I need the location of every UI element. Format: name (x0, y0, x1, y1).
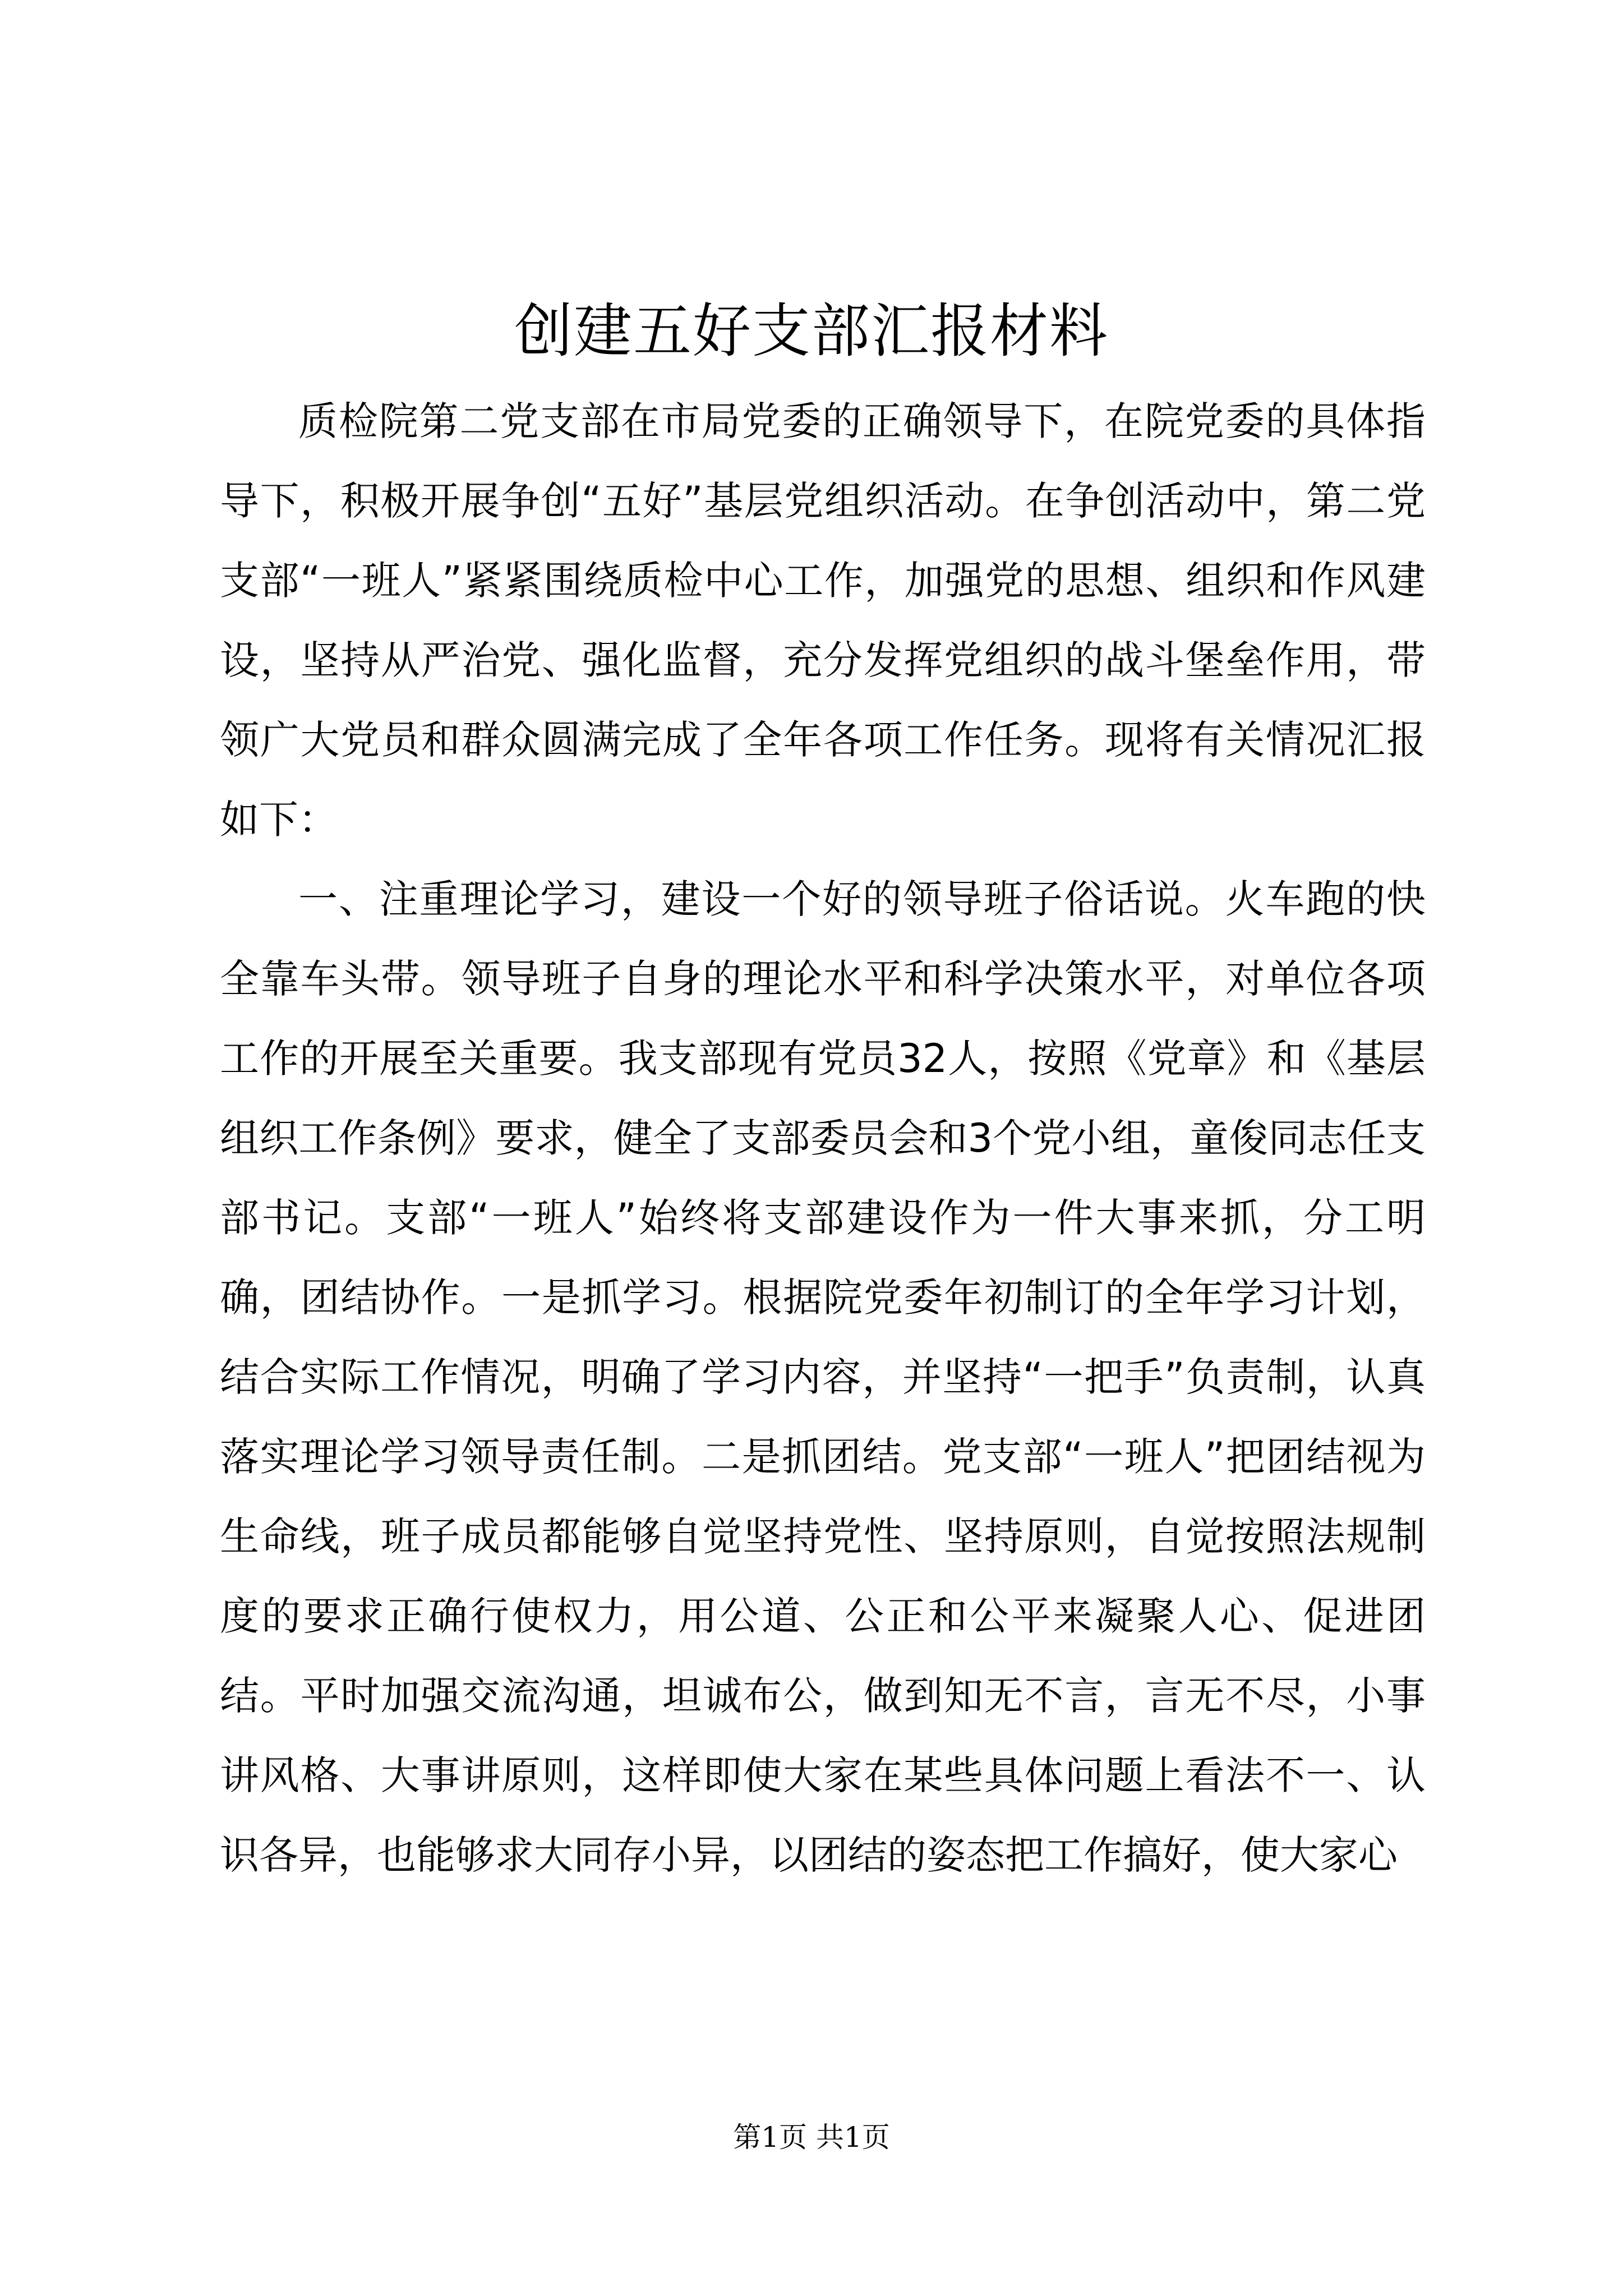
paragraph-section-one: 一、注重理论学习，建设一个好的领导班子俗话说。火车跑的快全靠车头带。领导班子自身的理论水平和科学决策水平，对单位各项工作的开展至关重要。我支部现有党员32人，按照《党章》和《基层组织工作条例》要求，健全了支部委员会和3个党小组，童俊同志任支部书记。支部“一班人”始终将支部建设作为一件大事来抓，分工明确，团结协作。一是抓学习。根据院党委年初制订的全年学习计划，结合实际工作情况，明确了学习内容，并坚持“一把手”负责制，认真落实理论学习领导责任制。二是抓团结。党支部“一班人”把团结视为生命线，班子成员都能够自觉坚持党性、坚持原则，自觉按照法规制度的要求正确行使权力，用公道、公正和公平来凝聚人心、促进团结。平时加强交流沟通，坦诚布公，做到知无不言，言无不尽，小事讲风格、大事讲原则，这样即使大家在某些具体问题上看法不一、认识各异，也能够求大同存小异，以团结的姿态把工作搞好，使大家心 (220, 876, 1426, 1878)
document-title: 创建五好支部汇报材料 (514, 297, 1109, 365)
paragraph-intro: 质检院第二党支部在市局党委的正确领导下，在院党委的具体指导下，积极开展争创“五好”基层党组织活动。在争创活动中，第二党支部“一班人”紧紧围绕质检中心工作，加强党的思想、组织和作风建设，坚持从严治党、强化监督，充分发挥党组织的战斗堡垒作用，带领广大党员和群众圆满完成了全年各项工作任务。现将有关情况汇报如下： (220, 398, 1426, 843)
page-footer: 第1页 共1页 (733, 2121, 890, 2154)
document-body (220, 381, 1426, 1895)
